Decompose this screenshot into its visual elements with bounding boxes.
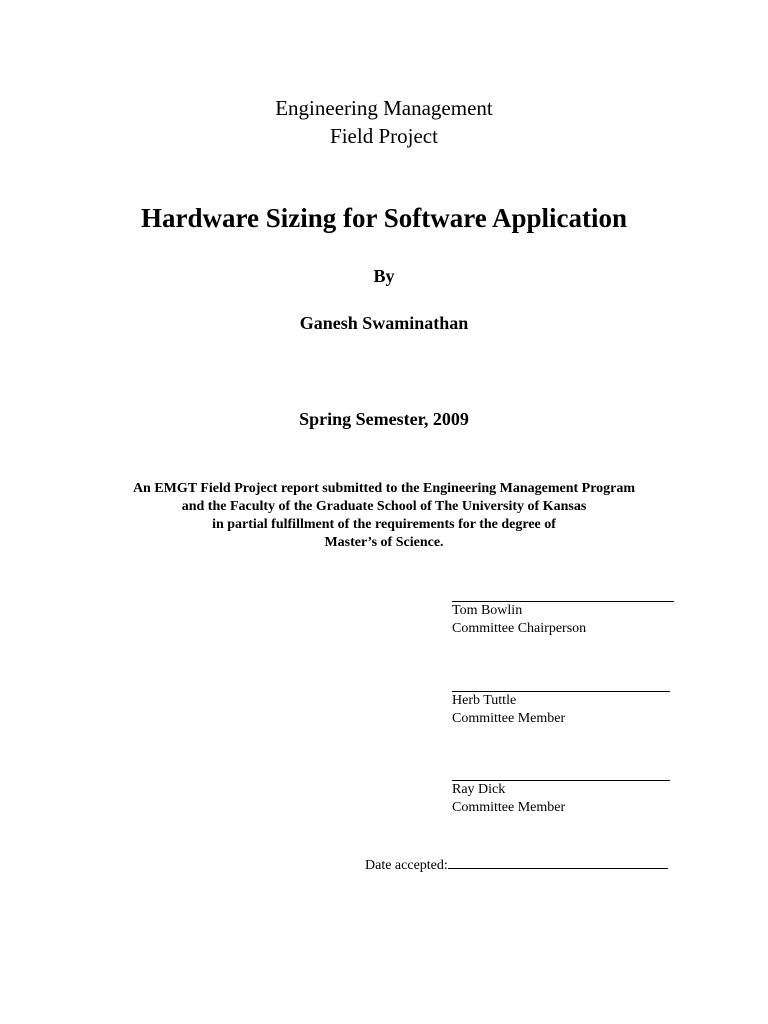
- semester: Spring Semester, 2009: [299, 409, 469, 429]
- statement-line: and the Faculty of the Graduate School of The University of Kansas: [181, 499, 587, 514]
- signature-block-member-1: [452, 675, 670, 728]
- submission-statement: [0, 480, 768, 552]
- committee-name: Herb Tuttle: [452, 693, 517, 708]
- signature-block-member-2: [452, 764, 670, 817]
- program-heading: [0, 94, 768, 150]
- statement-line: in partial fulfillment of the requirements for the degree of: [212, 517, 556, 532]
- statement-line: Master’s of Science.: [324, 535, 444, 550]
- committee-name: Tom Bowlin: [452, 603, 523, 618]
- signature-line: [452, 675, 670, 692]
- committee-role: Committee Member: [452, 711, 566, 726]
- committee-role: Committee Member: [452, 800, 566, 815]
- document-title: Hardware Sizing for Software Application: [141, 203, 627, 233]
- by-label: By: [373, 266, 395, 286]
- author-name: Ganesh Swaminathan: [299, 313, 469, 333]
- signature-line: [452, 585, 674, 602]
- committee-role: Committee Chairperson: [452, 621, 587, 636]
- program-line-1: Engineering Management: [275, 96, 493, 120]
- committee-name: Ray Dick: [452, 782, 506, 797]
- date-accepted-label: Date accepted:: [365, 858, 448, 873]
- statement-line: An EMGT Field Project report submitted to the Engineering Management Program: [132, 481, 636, 496]
- signature-block-chairperson: [452, 585, 674, 638]
- program-line-2: Field Project: [330, 124, 438, 148]
- date-accepted: [365, 854, 668, 875]
- date-accepted-line: [448, 854, 668, 869]
- signature-line: [452, 764, 670, 781]
